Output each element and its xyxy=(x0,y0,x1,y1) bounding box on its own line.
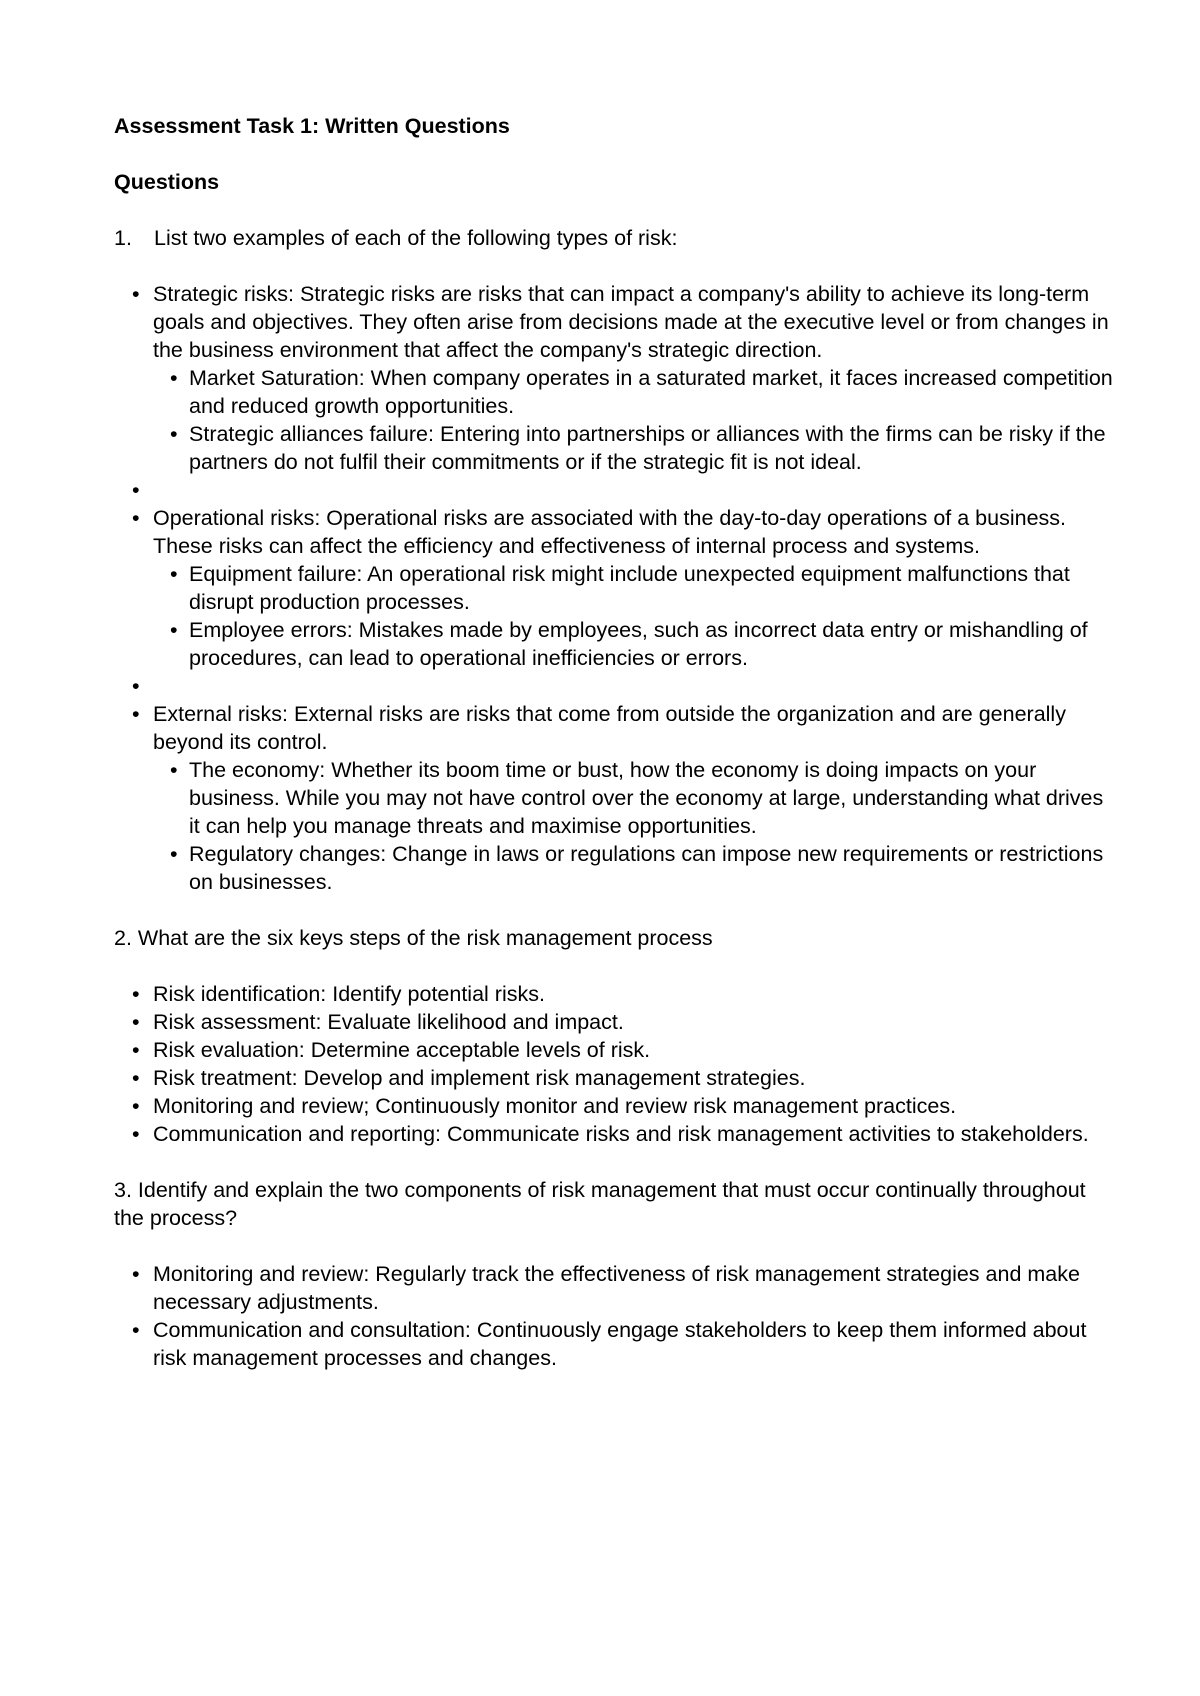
list-item: • The economy: Whether its boom time or bust, how the economy is doing impacts on your business. While you may not have control over the economy at large, understanding what drives it can help you manage threats and maximise opportunities. xyxy=(153,756,1114,840)
list-item: • Risk assessment: Evaluate likelihood and impact. xyxy=(114,1008,1114,1036)
spacer xyxy=(114,476,1114,504)
sub-list xyxy=(153,756,1114,896)
question-2-answer-list xyxy=(114,980,1114,1148)
question-1-number: 1. xyxy=(114,226,132,250)
list-item: • Monitoring and review: Regularly track the effectiveness of risk management strategies and make necessary adjustments. xyxy=(114,1260,1114,1316)
list-item: • Equipment failure: An operational risk might include unexpected equipment malfunctions that disrupt production processes. xyxy=(153,560,1114,616)
risk-type-external: External risks: External risks are risks that come from outside the organization and are generally beyond its control. xyxy=(153,702,1066,754)
question-2-text: 2. What are the six keys steps of the risk management process xyxy=(114,926,713,950)
risk-type-strategic: Strategic risks: Strategic risks are risks that can impact a company's ability to achieve its long-term goals and objectives. They often arise from decisions made at the executive level or from changes in the business environment that affect the company's strategic direction. xyxy=(153,282,1109,362)
list-item: • Regulatory changes: Change in laws or regulations can impose new requirements or restrictions on businesses. xyxy=(153,840,1114,896)
question-1-answer-list xyxy=(114,280,1114,896)
question-1-text: List two examples of each of the following types of risk: xyxy=(154,226,678,250)
document-page xyxy=(114,112,1114,1372)
list-item xyxy=(114,280,1114,476)
risk-type-operational: Operational risks: Operational risks are associated with the day-to-day operations of a business. These risks can affect the efficiency and effectiveness of internal process and systems. xyxy=(153,506,1067,558)
list-item: • Strategic alliances failure: Entering into partnerships or alliances with the firms can be risky if the partners do not fulfil their commitments or if the strategic fit is not ideal. xyxy=(153,420,1114,476)
sub-list xyxy=(153,560,1114,672)
list-item: • Risk evaluation: Determine acceptable levels of risk. xyxy=(114,1036,1114,1064)
list-item: • Risk identification: Identify potential risks. xyxy=(114,980,1114,1008)
spacer xyxy=(114,672,1114,700)
list-item: • Monitoring and review; Continuously monitor and review risk management practices. xyxy=(114,1092,1114,1120)
question-3-text: 3. Identify and explain the two components of risk management that must occur continually throughout the process? xyxy=(114,1178,1086,1230)
document-title: Assessment Task 1: Written Questions xyxy=(114,114,510,138)
list-item: • Risk treatment: Develop and implement risk management strategies. xyxy=(114,1064,1114,1092)
list-item: • Communication and reporting: Communicate risks and risk management activities to stakeholders. xyxy=(114,1120,1114,1148)
question-3-answer-list xyxy=(114,1260,1114,1372)
section-heading: Questions xyxy=(114,170,220,194)
question-1 xyxy=(114,224,1114,252)
list-item: • Employee errors: Mistakes made by employees, such as incorrect data entry or mishandling of procedures, can lead to operational inefficiencies or errors. xyxy=(153,616,1114,672)
list-item: • Market Saturation: When company operates in a saturated market, it faces increased competition and reduced growth opportunities. xyxy=(153,364,1114,420)
list-item xyxy=(114,700,1114,896)
sub-list xyxy=(153,364,1114,476)
list-item: • Communication and consultation: Continuously engage stakeholders to keep them informed about risk management processes and changes. xyxy=(114,1316,1114,1372)
list-item xyxy=(114,504,1114,672)
